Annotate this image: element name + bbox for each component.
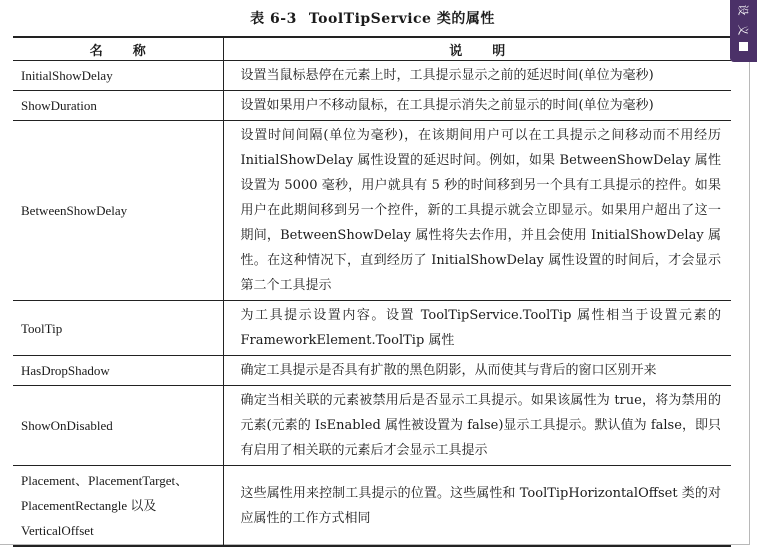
table-caption bbox=[0, 8, 745, 28]
property-name: ToolTip bbox=[13, 301, 223, 356]
side-tab-glyph: 义 bbox=[736, 24, 750, 36]
properties-table bbox=[13, 36, 731, 547]
table-row bbox=[13, 466, 731, 547]
property-name: HasDropShadow bbox=[13, 356, 223, 386]
property-desc: 设置时间间隔(单位为毫秒)，在该期间用户可以在工具提示之间移动而不用经历 InitialShowDelay 属性设置的延迟时间。例如，如果 BetweenShowDelay 属性设置为 5000 毫秒，用户就具有 5 秒的时间移到另一个具有工具提示的控件。如果用户在此期间移到另一个控件，新的工具提示就会立即显示。如果用户超出了这一期间，BetweenShowDelay 属性将失去作用，并且会使用 InitialShowDelay 属性。在这种情况下，直到经历了 InitialShowDelay 属性设置的时间后，才会显示第二个工具提示 bbox=[223, 121, 731, 301]
property-desc: 设置当鼠标悬停在元素上时，工具提示显示之前的延迟时间(单位为毫秒) bbox=[223, 61, 731, 91]
table-row bbox=[13, 91, 731, 121]
property-name: InitialShowDelay bbox=[13, 61, 223, 91]
property-name: Placement、PlacementTarget、PlacementRectangle 以及 VerticalOffset bbox=[13, 466, 223, 547]
property-desc: 为工具提示设置内容。设置 ToolTipService.ToolTip 属性相当于设置元素的 FrameworkElement.ToolTip 属性 bbox=[223, 301, 731, 356]
property-desc: 确定工具提示是否具有扩散的黑色阴影，从而使其与背后的窗口区别开来 bbox=[223, 356, 731, 386]
property-desc: 这些属性用来控制工具提示的位置。这些属性和 ToolTipHorizontalOffset 类的对应属性的工作方式相同 bbox=[223, 466, 731, 547]
table-number: 表 6-3 bbox=[250, 11, 297, 27]
table-row bbox=[13, 386, 731, 466]
property-name: ShowOnDisabled bbox=[13, 386, 223, 466]
property-name: ShowDuration bbox=[13, 91, 223, 121]
table-row bbox=[13, 121, 731, 301]
header-name: 名称 bbox=[13, 37, 223, 61]
table-title: ToolTipService 类的属性 bbox=[308, 11, 495, 27]
side-popup-tab[interactable] bbox=[730, 0, 757, 62]
table-row bbox=[13, 356, 731, 386]
table-header-row bbox=[13, 37, 731, 61]
property-desc: 设置如果用户不移动鼠标，在工具提示消失之前显示的时间(单位为毫秒) bbox=[223, 91, 731, 121]
property-name: BetweenShowDelay bbox=[13, 121, 223, 301]
square-icon bbox=[739, 42, 748, 51]
header-desc: 说明 bbox=[223, 37, 731, 61]
property-desc: 确定当相关联的元素被禁用后是否显示工具提示。如果该属性为 true，将为禁用的元素(元素的 IsEnabled 属性被设置为 false)显示工具提示。默认值为 false，即只有启用了相关联的元素后才会显示工具提示 bbox=[223, 386, 731, 466]
side-tab-glyph: 设 bbox=[736, 4, 750, 16]
table-row bbox=[13, 61, 731, 91]
table-row bbox=[13, 301, 731, 356]
